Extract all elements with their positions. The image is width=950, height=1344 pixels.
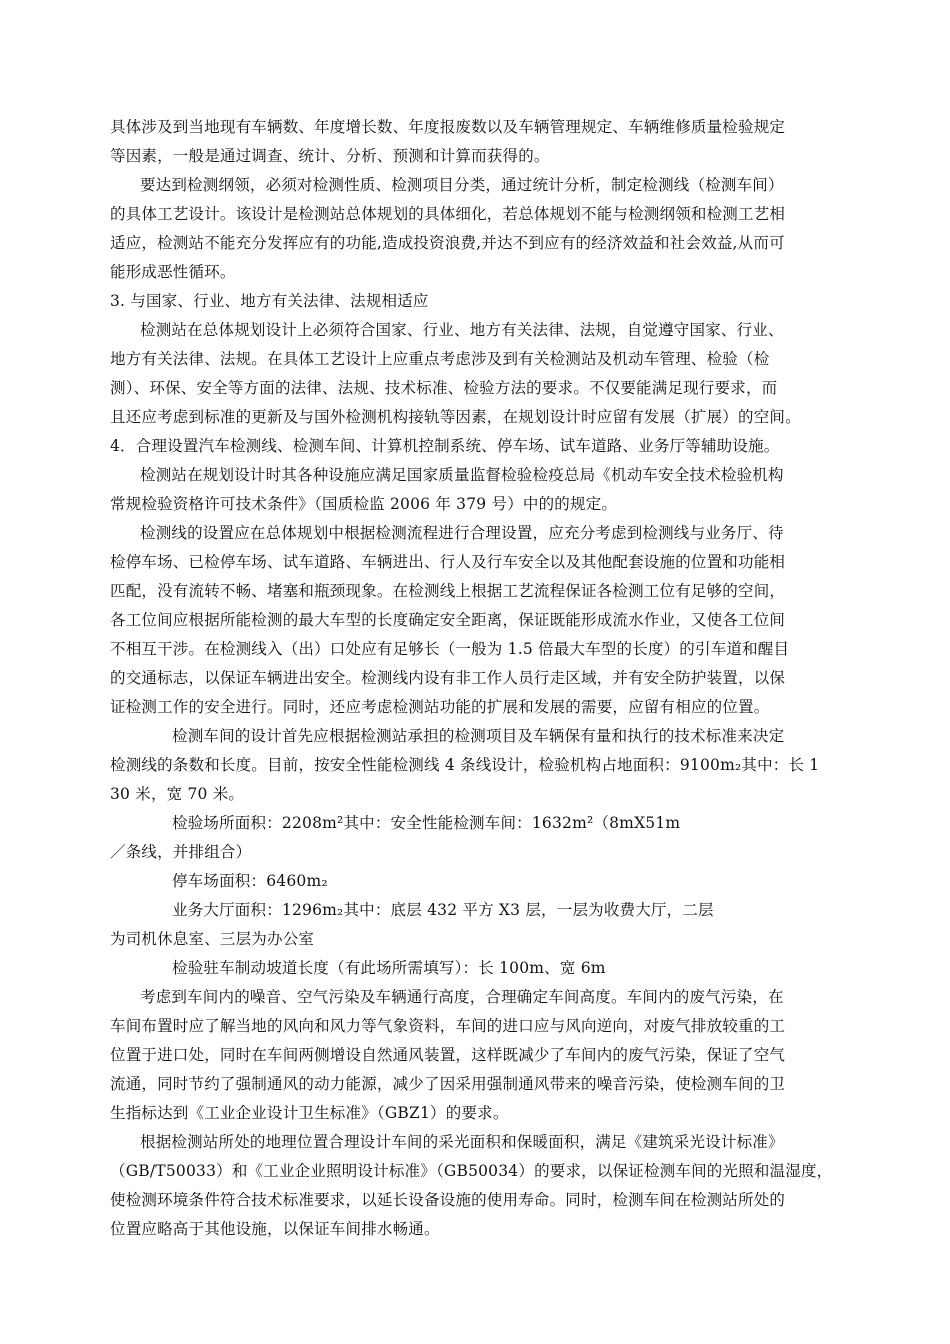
text-line: 为司机休息室、三层为办公室: [110, 930, 315, 948]
text-line: 停车场面积：6460m₂: [172, 872, 328, 890]
text-line: 的具体工艺设计。该设计是检测站总体规划的具体细化，若总体规划不能与检测纲领和检测工艺相: [110, 205, 786, 223]
text-line: 检测站在总体规划设计上必须符合国家、行业、地方有关法律、法规，自觉遵守国家、行业、: [140, 321, 784, 339]
text-line: 位置于进口处，同时在车间两侧增设自然通风装置，这样既减少了车间内的废气污染，保证了空气: [110, 1046, 786, 1064]
text-line: 具体涉及到当地现有车辆数、年度增长数、年度报废数以及车辆管理规定、车辆维修质量检验规定: [110, 118, 786, 136]
text-line: 检测车间的设计首先应根据检测站承担的检测项目及车辆保有量和执行的技术标准来决定: [172, 727, 785, 745]
text-line: 且还应考虑到标准的更新及与国外检测机构接轨等因素，在规划设计时应留有发展（扩展）的空间。: [110, 408, 801, 426]
text-line: 能形成恶性循环。: [110, 263, 236, 281]
section-heading: 4．合理设置汽车检测线、检测车间、计算机控制系统、停车场、试车道路、业务厅等辅助设施。: [110, 437, 780, 455]
text-line: （GB/T50033）和《工业企业照明设计标准》（GB50034）的要求，以保证检测车间的光照和温湿度，: [110, 1162, 833, 1180]
text-line: 常规检验资格许可技术条件》（国质检监 2006 年 379 号）中的的规定。: [110, 495, 618, 513]
text-line: 根据检测站所处的地理位置合理设计车间的采光面积和保暖面积，满足《建筑采光设计标准》: [140, 1133, 784, 1151]
text-line: 使检测环境条件符合技术标准要求，以延长设备设施的使用寿命。同时，检测车间在检测站所处的: [110, 1191, 786, 1209]
text-line: 检验驻车制动坡道长度（有此场所需填写）：长 100m、宽 6m: [172, 959, 606, 977]
text-line: 检验场所面积：2208m²其中：安全性能检测车间：1632m²（8mX51m: [172, 814, 681, 832]
text-line: 检测线的条数和长度。目前，按安全性能检测线 4 条线设计，检验机构占地面积：9100m₂其中：长 1: [110, 756, 820, 774]
text-line: 考虑到车间内的噪音、空气污染及车辆通行高度，合理确定车间高度。车间内的废气污染，在: [140, 988, 784, 1006]
text-line: ／条线，并排组合）: [110, 843, 252, 861]
text-line: 流通，同时节约了强制通风的动力能源，减少了因采用强制通风带来的噪音污染，使检测车间的卫: [110, 1075, 786, 1093]
text-line: 各工位间应根据所能检测的最大车型的长度确定安全距离，保证既能形成流水作业，又使各工位间: [110, 611, 786, 629]
text-line: 30 米，宽 70 米。: [110, 785, 245, 803]
text-line: 的交通标志，以保证车辆进出安全。检测线内设有非工作人员行走区域，并有安全防护装置，以保: [110, 669, 786, 687]
text-line: 检测站在规划设计时其各种设施应满足国家质量监督检验检疫总局《机动车安全技术检验机构: [140, 466, 784, 484]
text-line: 检测线的设置应在总体规划中根据检测流程进行合理设置，应充分考虑到检测线与业务厅、待: [140, 524, 784, 542]
text-line: 要达到检测纲领，必须对检测性质、检测项目分类，通过统计分析，制定检测线（检测车间）: [140, 176, 784, 194]
section-heading: 3. 与国家、行业、地方有关法律、法规相适应: [110, 292, 429, 310]
text-line: 证检测工作的安全进行。同时，还应考虑检测站功能的扩展和发展的需要，应留有相应的位置。: [110, 698, 770, 716]
text-line: 匹配，没有流转不畅、堵塞和瓶颈现象。在检测线上根据工艺流程保证各检测工位有足够的空间，: [110, 582, 786, 600]
text-line: 检停车场、已检停车场、试车道路、车辆进出、行人及行车安全以及其他配套设施的位置和功能相: [110, 553, 786, 571]
text-line: 生指标达到《工业企业设计卫生标准》（GBZ1）的要求。: [110, 1104, 509, 1122]
text-line: 地方有关法律、法规。在具体工艺设计上应重点考虑涉及到有关检测站及机动车管理、检验（检: [110, 350, 770, 368]
text-line: 不相互干涉。在检测线入（出）口处应有足够长（一般为 1.5 倍最大车型的长度）的引车道和醒目: [110, 640, 790, 658]
text-line: 车间布置时应了解当地的风向和风力等气象资料，车间的进口应与风向逆向，对废气排放较重的工: [110, 1017, 786, 1035]
text-line: 适应，检测站不能充分发挥应有的功能,造成投资浪费,并达不到应有的经济效益和社会效益,从而可: [110, 234, 785, 252]
text-line: 测）、环保、安全等方面的法律、法规、技术标准、检验方法的要求。不仅要能满足现行要求，而: [110, 379, 778, 397]
text-line: 位置应略高于其他设施，以保证车间排水畅通。: [110, 1220, 440, 1238]
text-line: 业务大厅面积：1296m₂其中：底层 432 平方 X3 层，一层为收费大厅，二层: [172, 901, 714, 919]
text-line: 等因素，一般是通过调查、统计、分析、预测和计算而获得的。: [110, 147, 550, 165]
